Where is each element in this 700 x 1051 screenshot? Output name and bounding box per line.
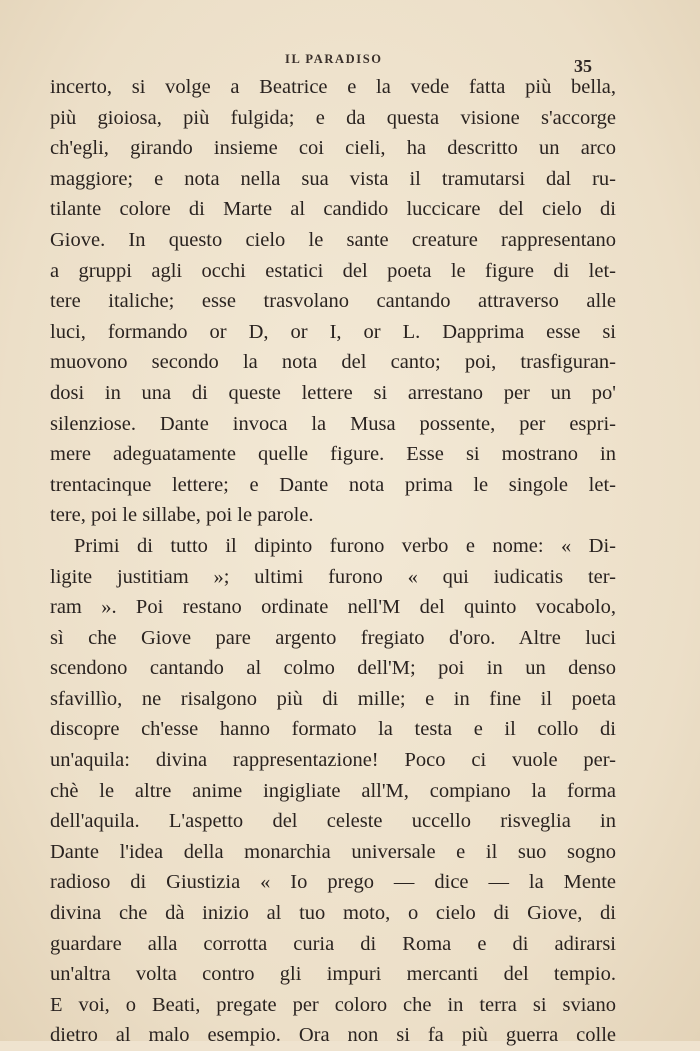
text-line: guardare alla corrotta curia di Roma e di adirarsi [50,932,616,955]
text-line: discopre ch'esse hanno formato la testa e il collo di [50,718,616,741]
text-line: trentacinque lettere; e Dante nota prima le singole let- [50,473,616,496]
body-text [50,72,616,1051]
text-line: silenziose. Dante invoca la Musa possente, per espri- [50,412,616,435]
text-line: un'altra volta contro gli impuri mercanti del tempio. [50,963,616,986]
text-line: Primi di tutto il dipinto furono verbo e nome: « Di- [74,534,616,557]
text-line: radioso di Giustizia « Io prego — dice — la Mente [50,871,616,894]
text-line: ch'egli, girando insieme coi cieli, ha descritto un arco [50,137,616,160]
text-line: divina che dà inizio al tuo moto, o cielo di Giove, di [50,902,616,925]
text-line: mere adeguatamente quelle figure. Esse si mostrano in [50,443,616,466]
text-line: incerto, si volge a Beatrice e la vede fatta più bella, [50,76,616,98]
paragraph [50,72,616,531]
text-line: Dante l'idea della monarchia universale e il suo sogno [50,840,616,863]
text-line: sì che Giove pare argento fregiato d'oro. Altre luci [50,626,616,649]
text-line: tere italiche; esse trasvolano cantando attraverso alle [50,290,616,313]
text-line: maggiore; e nota nella sua vista il tramutarsi dal ru- [50,167,616,190]
text-line: tere, poi le sillabe, poi le parole. [50,504,314,527]
page-number: 35 [574,56,592,76]
text-line: dosi in una di queste lettere si arrestano per un po' [50,381,616,404]
text-line: un'aquila: divina rappresentazione! Poco ci vuole per- [50,749,616,772]
text-line: dell'aquila. L'aspetto del celeste uccello risveglia in [50,810,616,833]
running-head: IL PARADISO [285,52,383,66]
text-line: chè le altre anime ingigliate all'M, compiano la forma [50,779,616,802]
text-line: E voi, o Beati, pregate per coloro che in terra si sviano [50,993,616,1016]
text-line: luci, formando or D, or I, or L. Dapprima esse si [50,320,616,343]
text-line: muovono secondo la nota del canto; poi, trasfiguran- [50,351,616,374]
paragraph [50,531,616,1051]
text-line: ram ». Poi restano ordinate nell'M del quinto vocabolo, [50,596,616,619]
text-line: Giove. In questo cielo le sante creature rappresentano [50,228,616,251]
text-line: dietro al malo esempio. Ora non si fa più guerra colle [50,1024,616,1047]
text-line: scendono cantando al colmo dell'M; poi in un denso [50,657,616,680]
text-line: sfavillìo, ne risalgono più di mille; e in fine il poeta [50,687,616,710]
text-line: ligite justitiam »; ultimi furono « qui iudicatis ter- [50,565,616,588]
text-line: più gioiosa, più fulgida; e da questa visione s'accorge [50,106,616,129]
text-line: tilante colore di Marte al candido luccicare del cielo di [50,198,616,221]
text-line: a gruppi agli occhi estatici del poeta le figure di let- [50,259,616,282]
